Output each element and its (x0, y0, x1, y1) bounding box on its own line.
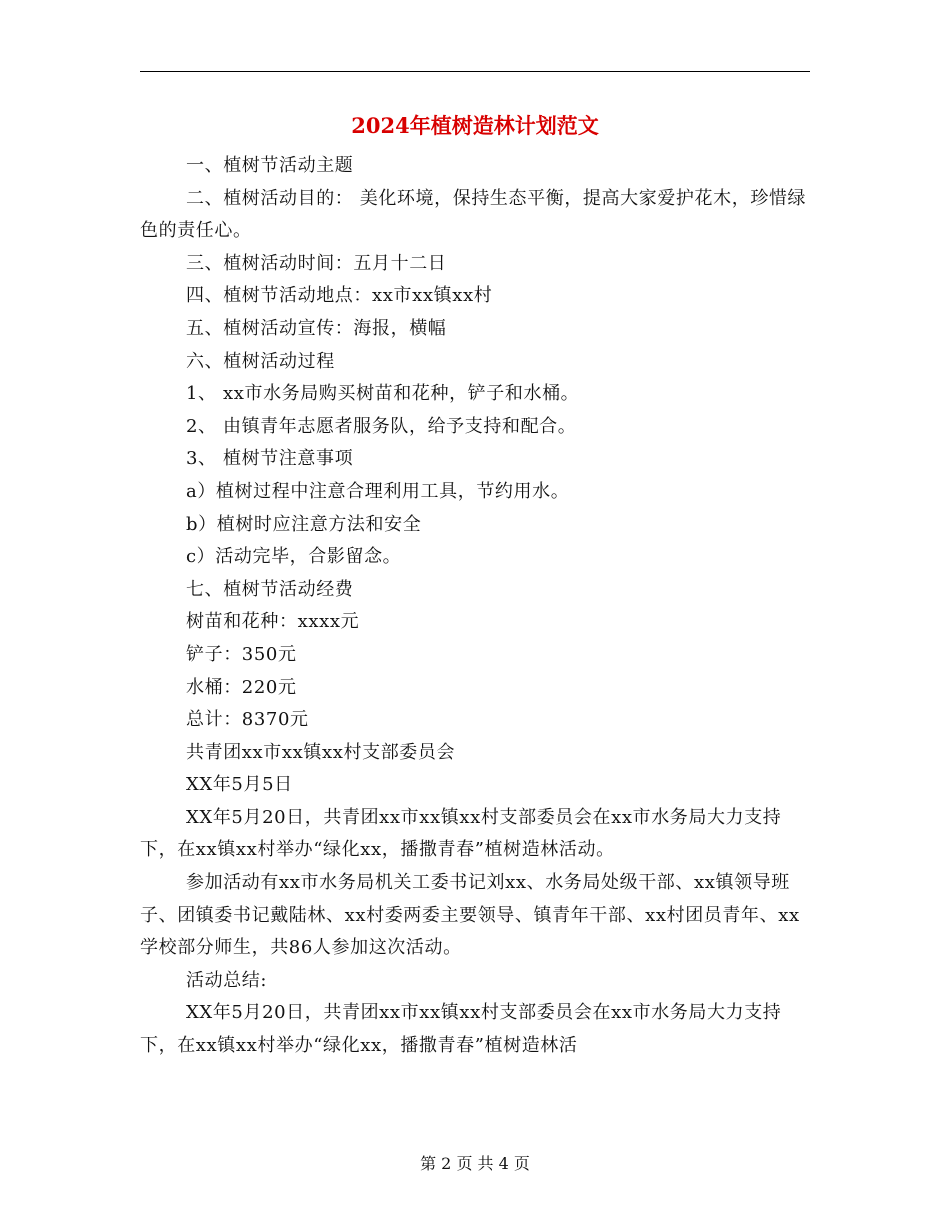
paragraph: 五、植树活动宣传：海报，横幅 (186, 317, 447, 339)
current-page-number: 2 (441, 1154, 452, 1173)
paragraph: 铲子：350元 (186, 643, 297, 665)
paragraph: XX年5月5日 (186, 774, 293, 796)
page-label-middle: 页 共 (456, 1154, 494, 1173)
paragraph: XX年5月20日，共青团xx市xx镇xx村支部委员会在xx市水务局大力支持下，在xx镇xx村举办“绿化xx，播撒青春”植树造林活 (140, 1002, 782, 1057)
page-label-prefix: 第 (420, 1154, 437, 1173)
paragraph: 参加活动有xx市水务局机关工委书记刘xx、水务局处级干部、xx镇领导班子、团镇委书记戴陆林、xx村委两委主要领导、镇青年干部、xx村团员青年、xx学校部分师生，共86人参加这次活动。 (140, 872, 800, 959)
paragraph: 1、 xx市水务局购买树苗和花种，铲子和水桶。 (186, 383, 580, 405)
total-pages-number: 4 (498, 1154, 509, 1173)
paragraph: 活动总结: (186, 969, 268, 991)
paragraph: 共青团xx市xx镇xx村支部委员会 (186, 741, 456, 763)
paragraph: 七、植树节活动经费 (186, 578, 354, 600)
paragraph: 水桶：220元 (186, 676, 297, 698)
paragraph: 三、植树活动时间：五月十二日 (186, 252, 447, 274)
page-footer (140, 1152, 810, 1176)
paragraph: 六、植树活动过程 (186, 350, 335, 372)
page-label-suffix: 页 (513, 1154, 530, 1173)
paragraph: c）活动完毕，合影留念。 (186, 546, 402, 568)
paragraph: 3、 植树节注意事项 (186, 448, 354, 470)
paragraph: 树苗和花种：xxxx元 (186, 611, 360, 633)
paragraph: 一、植树节活动主题 (186, 155, 354, 176)
paragraph: 总计：8370元 (186, 709, 309, 731)
paragraph: 二、植树活动目的： 美化环境，保持生态平衡，提高大家爱护花木，珍惜绿色的责任心。 (140, 187, 807, 242)
document-body (140, 150, 810, 1063)
paragraph: XX年5月20日，共青团xx市xx镇xx村支部委员会在xx市水务局大力支持下，在xx镇xx村举办“绿化xx，播撒青春”植树造林活动。 (140, 806, 782, 861)
paragraph: b）植树时应注意方法和安全 (186, 513, 422, 535)
paragraph: 四、植树节活动地点：xx市xx镇xx村 (186, 285, 493, 307)
document-title: 2024年植树造林计划范文 (351, 113, 599, 138)
paragraph: 2、 由镇青年志愿者服务队，给予支持和配合。 (186, 415, 577, 437)
paragraph: a）植树过程中注意合理利用工具，节约用水。 (186, 480, 570, 502)
header-rule (140, 71, 810, 72)
